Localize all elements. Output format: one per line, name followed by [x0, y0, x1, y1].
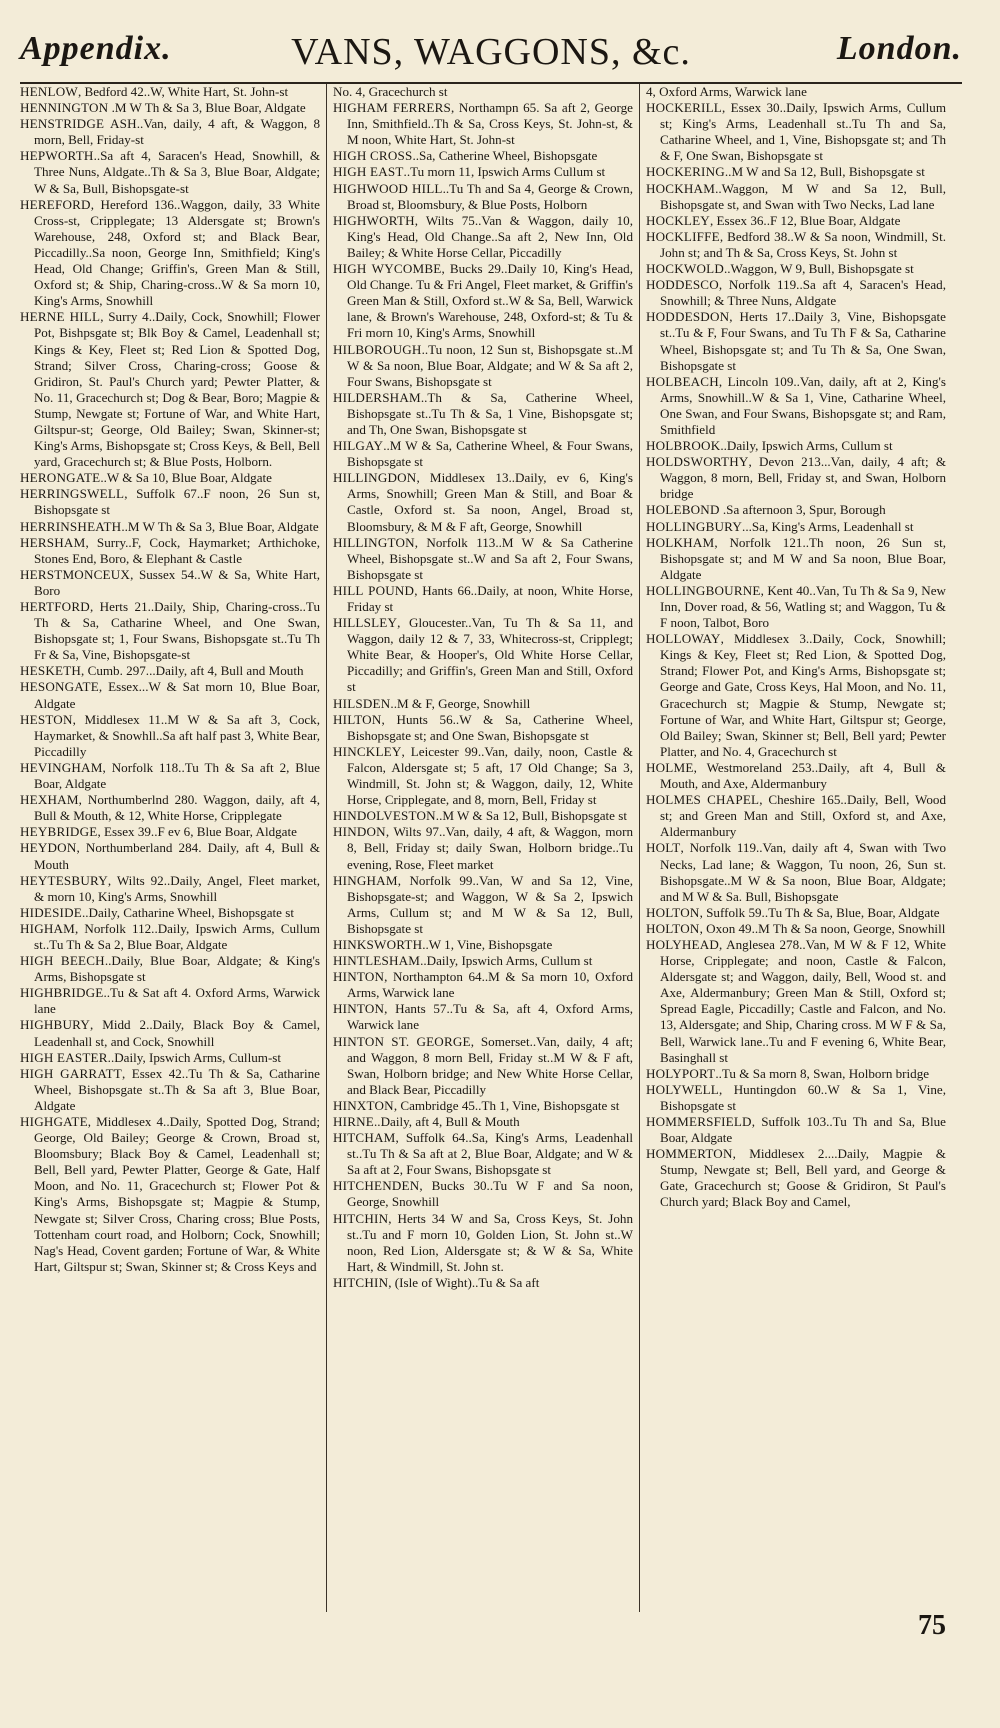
entry-details: , Norfolk 119..Sa aft 4, Saracen's Head, Snowhill; & Three Nuns, Aldgate — [660, 277, 946, 309]
directory-entry — [20, 197, 320, 310]
directory-entry — [646, 760, 946, 792]
entry-place-name: HESTON — [20, 711, 73, 727]
directory-entry — [333, 261, 633, 341]
entry-details: ..Daily, aft 4, Bull & Mouth — [374, 1114, 520, 1129]
entry-place-name: HIGHGATE — [20, 1114, 88, 1129]
entry-place-name: HIGHWORTH — [333, 212, 415, 228]
directory-entry — [333, 1114, 633, 1130]
directory-entry — [646, 840, 946, 904]
entry-details: 4, Oxford Arms, Warwick lane — [646, 84, 807, 99]
entry-details: , Suffolk 103..Tu Th and Sa, Blue Boar, Aldgate — [660, 1114, 946, 1146]
directory-entry — [20, 84, 320, 100]
directory-entry — [20, 840, 320, 872]
entry-place-name: HOLYPORT — [646, 1065, 716, 1081]
entry-place-name: HILGAY — [333, 438, 384, 454]
directory-entry — [646, 937, 946, 1066]
entry-place-name: HENSTRIDGE ASH — [20, 116, 137, 132]
entry-place-name: HOLTON — [646, 904, 700, 920]
entry-place-name: HINKSWORTH — [333, 936, 423, 952]
entry-details: , Hunts 56..W & Sa, Catherine Wheel, Bishopsgate st; and One Swan, Bishopsgate st — [347, 711, 633, 743]
entry-details: ..Van, daily, 4 aft, & Waggon, 8 morn, Bell, Friday-st — [34, 116, 320, 148]
entry-place-name: HINXTON — [333, 1097, 394, 1113]
entry-place-name: HOMMERTON — [646, 1146, 733, 1162]
column-2 — [333, 84, 633, 1612]
entry-place-name: HEYDON — [20, 840, 77, 856]
entry-place-name: HOMMERSFIELD — [646, 1114, 752, 1129]
entry-place-name: HITCHENDEN — [333, 1178, 420, 1194]
entry-place-name: HEXHAM — [20, 792, 79, 808]
entry-details: , Lincoln 109..Van, daily, aft at 2, King's Arms, Snowhill..W & Sa 1, Vine, Catharine Wheel, One Swan, and Four Swans, Bishopsgate st; and Ram, Smithfield — [660, 373, 946, 437]
entry-place-name: HINDOLVESTON — [333, 808, 436, 824]
entry-place-name: HILLINGTON — [333, 534, 415, 550]
directory-entry — [20, 712, 320, 760]
entry-place-name: HOLYWELL — [646, 1081, 720, 1097]
entry-details: ..Daily, Catharine Wheel, Bishopsgate st — [81, 904, 294, 920]
directory-entry — [20, 792, 320, 824]
entry-details: ..Waggon, W 9, Bull, Bishopsgate st — [723, 261, 914, 277]
entry-place-name: HOLMES CHAPEL — [646, 792, 760, 808]
directory-entry — [646, 181, 946, 213]
entry-details: , Herts 34 W and Sa, Cross Keys, St. John st..Tu and F morn 10, Golden Lion, St. John st..W noon, Red Lion, Aldersgate st; & W & Sa, White Hart, & Windmill, St. John st. — [347, 1210, 633, 1274]
entry-place-name: HIGH EASTER — [20, 1049, 108, 1065]
entry-details: , Norfolk 112..Daily, Ipswich Arms, Cullum st..Tu Th & Sa 2, Blue Boar, Aldgate — [34, 920, 320, 952]
directory-entry — [646, 261, 946, 277]
entry-place-name: HOLLINGBOURNE — [646, 582, 761, 598]
entry-place-name: HOCKWOLD — [646, 261, 724, 277]
directory-entry — [646, 277, 946, 309]
directory-entry — [646, 631, 946, 760]
directory-entry — [333, 164, 633, 180]
entry-place-name: HEPWORTH — [20, 148, 94, 164]
directory-entry — [646, 502, 946, 518]
entry-place-name: HERRINGSWELL — [20, 486, 125, 502]
entry-place-name: HIDESIDE — [20, 904, 82, 920]
entry-place-name: HOLBEACH — [646, 373, 719, 389]
entry-details: , Norfolk 121..Th noon, 26 Sun st, Bishopsgate st; and M W and Sa noon, Blue Boar, Aldgate — [660, 534, 946, 582]
header-title: VANS, WAGGONS, &c. — [291, 31, 691, 73]
entry-details: , Surry..F, Cock, Haymarket; Arthichoke, Stones End, Boro, & Elephant & Castle — [34, 534, 320, 566]
entry-details: ..Daily, Ipswich Arms, Cullum st — [420, 953, 593, 969]
directory-entry — [333, 438, 633, 470]
entry-place-name: HILTON — [333, 711, 382, 727]
entry-place-name: HIGH BEECH — [20, 953, 105, 969]
directory-entry — [646, 309, 946, 373]
entry-place-name: HOLT — [646, 840, 681, 856]
directory-entry — [646, 374, 946, 438]
entry-details: , Norfolk 99..Van, W and Sa 12, Vine, Bishopsgate-st; and Waggon, W & Sa 2, Ipswich Arms, Cullum st; and M W & Sa 12, Bull, Bishopsgate st — [347, 872, 633, 936]
entry-details: , Gloucester..Van, Tu Th & Sa 11, and Waggon, daily 12 & 7, 33, Whitecross-st, Cripplegt; White Bear, & Hooper's, Old White Horse Cellar, Piccadilly; and Griffin's, Green Man and Still, Oxford st — [347, 615, 633, 695]
entry-details: ..Waggon, M W and Sa 12, Bull, Bishopsgate st, and Swan with Two Necks, Lad lane — [660, 180, 946, 212]
directory-entry — [646, 164, 946, 180]
entry-details: ..Tu noon, 12 Sun st, Bishopsgate st..M W & Sa noon, Blue Boar, Aldgate; and W & Sa aft 2, Four Swans, Bishopsgate st — [347, 341, 633, 389]
entry-place-name: HIGH EAST — [333, 164, 404, 180]
entry-place-name: HENNINGTON — [20, 100, 109, 116]
directory-entry — [333, 1130, 633, 1178]
entry-details: ..M W and Sa 12, Bull, Bishopsgate st — [724, 164, 925, 180]
entry-details: , Northampn 65. Sa aft 2, George Inn, Smithfield..Th & Sa, Cross Keys, St. John-st, & M noon, White Hart, St. John-st — [347, 100, 633, 148]
directory-entry — [333, 470, 633, 534]
directory-entry — [333, 181, 633, 213]
entry-place-name: HOLLOWAY — [646, 631, 721, 647]
directory-entry — [20, 567, 320, 599]
directory-entry — [20, 905, 320, 921]
entry-place-name: HIGHBURY — [20, 1017, 90, 1033]
entry-place-name: HOLME — [646, 759, 694, 775]
directory-entry — [20, 470, 320, 486]
entry-place-name: HINTLESHAM — [333, 953, 421, 969]
directory-entry — [646, 213, 946, 229]
entry-place-name: HIGHWOOD HILL — [333, 180, 443, 196]
entry-details: ..W & Sa 10, Blue Boar, Aldgate — [100, 470, 272, 486]
entry-details: , Suffolk 59..Tu Th & Sa, Blue, Boar, Aldgate — [699, 904, 940, 920]
directory-entry — [333, 213, 633, 261]
column-1 — [20, 84, 320, 1612]
entry-place-name: HEVINGHAM — [20, 759, 103, 775]
entry-details: ..W 1, Vine, Bishopsgate — [422, 936, 553, 952]
entry-details: , Northumberland 284. Daily, aft 4, Bull & Mouth — [34, 840, 320, 872]
entry-details: , Bedford 42..W, White Hart, St. John-st — [77, 84, 289, 99]
directory-entry — [646, 1066, 946, 1082]
directory-entry — [646, 229, 946, 261]
entry-place-name: HIGH WYCOMBE — [333, 261, 442, 277]
entry-place-name: HERRINSHEATH — [20, 518, 122, 534]
entry-place-name: HOCKERILL — [646, 100, 722, 116]
entry-details: , Hants 57..Tu & Sa, aft 4, Oxford Arms, Warwick lane — [347, 1001, 633, 1033]
entry-place-name: HERONGATE — [20, 470, 101, 486]
entry-place-name: HOCKERING — [646, 164, 725, 180]
directory-entry — [20, 679, 320, 711]
directory-entry — [646, 1146, 946, 1210]
entry-place-name: HEREFORD — [20, 196, 91, 212]
entry-details: , Suffolk 64..Sa, King's Arms, Leadenhall st..Tu Th & Sa aft at 2, Blue Boar, Aldgate; and W & Sa aft at 2, Four Swans, Bishopsgate st — [347, 1130, 633, 1178]
entry-details: , Suffolk 67..F noon, 26 Sun st, Bishopsgate st — [34, 486, 320, 518]
directory-entry — [333, 808, 633, 824]
entry-place-name: HIGH GARRATT — [20, 1065, 122, 1081]
entry-details: , Anglesea 278..Van, M W & F 12, White Horse, Cripplegate; and noon, Castle & Falcon, Aldersgate st; and Waggon, daily, Bell, Wood st. and Axe, Aldermanbury; Green Man & Still, Oxford st; Spread Eagle, Piccadilly; Castle and Falcon, and No. 13, Aldersgate; and Ship, Charing cross. M W F & Sa, Bell, Warwick lane..Tu and F evening 6, White Bear, Basinghall st — [660, 936, 946, 1065]
entry-details: ..Sa, Catherine Wheel, Bishopsgate — [412, 148, 598, 164]
entry-details: ..Daily, Blue Boar, Aldgate; & King's Arms, Bishopsgate st — [34, 953, 320, 985]
listing-columns — [20, 84, 962, 1612]
entry-details: , Cheshire 165..Daily, Bell, Wood st; and Green Man and Still, Oxford st, and Axe, Aldermanbury — [660, 792, 946, 840]
entry-place-name: HENLOW — [20, 84, 78, 99]
directory-entry — [333, 1178, 633, 1210]
entry-details: ..Th & Sa, Catherine Wheel, Bishopsgate st..Tu Th & Sa, 1 Vine, Bishopsgate st; and Th, One Swan, Bishopsgate st — [347, 389, 633, 437]
directory-entry — [333, 615, 633, 695]
directory-entry — [20, 1050, 320, 1066]
entry-place-name: HOLBROOK — [646, 438, 721, 454]
entry-details: , Huntingdon 60..W & Sa 1, Vine, Bishopsgate st — [660, 1081, 946, 1113]
entry-place-name: HERSTMONCEUX — [20, 566, 131, 582]
entry-place-name: HOLTON — [646, 920, 700, 936]
directory-entry — [20, 953, 320, 985]
entry-details: , Midd 2..Daily, Black Boy & Camel, Leadenhall st, and Cock, Snowhill — [34, 1017, 320, 1049]
entry-details: , Kent 40..Van, Tu Th & Sa 9, New Inn, Dover road, & 56, Watling st; and Waggon, Tu & F noon, Talbot, Boro — [660, 582, 946, 631]
entry-place-name: HINDON — [333, 824, 386, 840]
entry-details: , Middlesex 4..Daily, Spotted Dog, Strand; George, Old Bailey; George & Crown, Broad st, Bloomsbury; Black Boy & Camel, Leadenhall st; Bell, Bell yard, Pewter Platter, George & Gate, Half Moon, and No. 11, Gracechurch st; Flower Pot & King's Arms, Bishopsgate st; Magpie & Stump, Newgate st; Silver Cross, Charing cross; Blue Posts, Tottenham court road, and Holborn; Cock, Snowhill; Nag's Head, Covent garden; Fortune of War, & White Hart, Giltspur st; Swan, Skinner st; & Cross Keys and — [34, 1114, 320, 1274]
entry-place-name: HILBOROUGH — [333, 341, 422, 357]
directory-entry — [646, 1082, 946, 1114]
entry-place-name: HINGHAM — [333, 872, 398, 888]
entry-place-name: HINTON ST. GEORGE — [333, 1033, 471, 1049]
entry-place-name: HOLEBOND — [646, 502, 720, 518]
entry-details: , Hants 66..Daily, at noon, White Horse, Friday st — [347, 582, 633, 614]
entry-details: , Northampton 64..M & Sa morn 10, Oxford Arms, Warwick lane — [347, 969, 633, 1001]
entry-details: ..Tu Th and Sa 4, George & Crown, Broad st, Bloomsbury, & Blue Posts, Holborn — [347, 180, 633, 212]
directory-entry — [333, 1034, 633, 1098]
directory-entry — [333, 744, 633, 808]
entry-details: .Sa afternoon 3, Spur, Borough — [719, 502, 886, 518]
directory-entry — [20, 921, 320, 953]
entry-place-name: HESKETH — [20, 663, 82, 679]
entry-details: , Wilts 92..Daily, Angel, Fleet market, & morn 10, King's Arms, Snowhill — [34, 872, 320, 904]
directory-entry — [333, 148, 633, 164]
entry-place-name: HILL POUND — [333, 582, 415, 598]
directory-entry — [20, 535, 320, 567]
entry-details: , Surry 4..Daily, Cock, Snowhill; Flower Pot, Bishpsgate st; Blk Boy & Camel, Leadenhall st; Kings & Key, Fleet st; Red Lion & Spotted Dog, Strand; Silver Cross, Charing-cross; Goose & Gridiron, St. Paul's Church yard; Pewter Platter, & No. 11, Gracechurch st; Dog & Bear, Boro; Magpie & Stump, Newgate st; Fortune of War, and White Hart, Giltspur-st; George, Old Bailey; Swan, Skinner-st; King's Arms, Bishopsgate st; Cross Keys, & Bell, Bell yard, Gracechurch st; & Blue Posts, Holborn. — [34, 309, 320, 470]
entry-details: ..M W Th & Sa 3, Blue Boar, Aldgate — [121, 518, 319, 534]
entry-place-name: HILLSLEY — [333, 615, 398, 631]
entry-place-name: HOLKHAM — [646, 534, 715, 550]
column-divider — [639, 84, 640, 1612]
directory-entry — [333, 1211, 633, 1275]
entry-details: , Middlesex 2....Daily, Magpie & Stump, Newgate st; Bell, Bell yard, and George & Gate, Gracechurch st; Goose & Gridiron, St Paul's Church yard; Black Boy and Camel, — [660, 1146, 946, 1210]
entry-place-name: HERTFORD — [20, 599, 90, 614]
entry-details: ..Sa aft 4, Saracen's Head, Snowhill, & Three Nuns, Aldgate..Th & Sa 3, Blue Boar, Aldgate; W & Sa, Bull, Bishopsgate-st — [34, 148, 320, 196]
entry-details: No. 4, Gracechurch st — [333, 84, 448, 99]
entry-place-name: HOLDSWORTHY — [646, 454, 749, 470]
directory-entry — [333, 390, 633, 438]
entry-details: ..M W & Sa 12, Bull, Bishopsgate st — [435, 808, 628, 824]
entry-place-name: HILLINGDON — [333, 470, 417, 486]
directory-entry — [333, 535, 633, 583]
directory-entry — [646, 921, 946, 937]
entry-details: , Cambridge 45..Th 1, Vine, Bishopsgate st — [393, 1097, 620, 1113]
directory-entry — [333, 696, 633, 712]
entry-details: , Bucks 29..Daily 10, King's Head, Old Change. Tu & Fri Angel, Fleet market, & Griffin's Green Man & Still, Oxford st..W & Sa, Bell, Warwick lane, & Brown's Warehouse, 248, Oxford-st; & Tu & Fri morn 10, King's Arms, Snowhill — [347, 261, 633, 341]
directory-entry — [333, 873, 633, 937]
entry-details: , Wilts 75..Van & Waggon, daily 10, King's Head, Old Change..Sa aft 2, New Inn, Old Bailey; & White Horse Cellar, Piccadilly — [347, 212, 633, 260]
entry-details: , Sussex 54..W & Sa, White Hart, Boro — [34, 566, 320, 598]
directory-entry — [333, 712, 633, 744]
entry-details: , Bedford 38..W & Sa noon, Windmill, St. John st; and Th & Sa, Cross Keys, St. John st — [660, 228, 946, 260]
directory-entry — [20, 760, 320, 792]
directory-entry — [646, 454, 946, 502]
entry-place-name: HITCHIN — [333, 1274, 389, 1290]
page-number: 75 — [918, 1610, 946, 1641]
entry-details: , Middlesex 13..Daily, ev 6, King's Arms, Snowhill; Green Man & Still, and Boar & Castle, Oxford st. Sa noon, Angel, Broad st, Bloomsbury, & M & F aft, George, Snowhill — [347, 470, 633, 534]
entry-place-name: HINTON — [333, 969, 385, 985]
directory-entry — [646, 438, 946, 454]
entry-details: , Norfolk 118..Tu Th & Sa aft 2, Blue Boar, Aldgate — [34, 759, 320, 792]
entry-place-name: HILSDEN — [333, 695, 391, 711]
directory-entry — [20, 148, 320, 196]
directory-entry — [333, 1275, 633, 1291]
directory-entry — [20, 1017, 320, 1049]
entry-details: , Essex 39..F ev 6, Blue Boar, Aldgate — [97, 824, 297, 840]
directory-entry — [20, 100, 320, 116]
entry-details: ..M & F, George, Snowhill — [390, 695, 531, 711]
entry-place-name: HODDESDON — [646, 309, 730, 325]
entry-details: , Norfolk 119..Van, daily aft 4, Swan with Two Necks, Lad lane; & Waggon, Tu noon, 26, Sun st. Bishopsgate..M W & Sa noon, Blue Boar, Aldgate; and M W & Sa. Bull, Bishopsgate — [660, 840, 946, 904]
directory-entry — [646, 583, 946, 631]
directory-entry — [333, 969, 633, 1001]
directory-entry — [333, 100, 633, 148]
entry-details: ..M W & Sa, Catherine Wheel, & Four Swans, Bishopsgate st — [347, 438, 633, 470]
entry-details: , Leicester 99..Van, daily, noon, Castle & Falcon, Aldersgate st; 5 aft, 17 Old Change; Sa 3, Windmill, St. John st; & Waggon, daily, 12, White Horse, Cripplegate, and 8, morn, Bell, Friday st — [347, 743, 633, 808]
entry-details: , Bucks 30..Tu W F and Sa noon, George, Snowhill — [347, 1178, 633, 1210]
entry-details: , (Isle of Wight)..Tu & Sa aft — [388, 1274, 540, 1290]
directory-entry — [646, 100, 946, 164]
entry-place-name: HODDESCO — [646, 277, 719, 293]
entry-place-name: HINTON — [333, 1001, 385, 1017]
directory-entry — [333, 342, 633, 390]
directory-entry — [646, 1114, 946, 1146]
entry-details: , Cumb. 297...Daily, aft 4, Bull and Mouth — [81, 663, 304, 679]
entry-place-name: HERSHAM — [20, 534, 86, 550]
entry-details: , Middlesex 11..M W & Sa aft 3, Cock, Haymarket, & Snowhll..Sa aft half past 3, White Bear, Piccadilly — [34, 711, 320, 759]
entry-place-name: HILDERSHAM — [333, 389, 421, 405]
directory-entry — [646, 84, 946, 100]
entry-place-name: HIGHAM FERRERS — [333, 100, 451, 116]
directory-entry — [20, 519, 320, 535]
entry-place-name: HEYBRIDGE — [20, 824, 98, 840]
column-divider — [326, 84, 327, 1612]
entry-place-name: HIGHAM — [20, 920, 76, 936]
entry-details: , Herts 17..Daily 3, Vine, Bishopsgate st..Tu & F, Four Swans, and Tu Th F & Sa, Catharine Wheel, Bishopsgate st; and Tu Th & Sa, One Swan, Bishopsgate st — [660, 309, 946, 373]
directory-entry — [333, 583, 633, 615]
entry-place-name: HIGHBRIDGE — [20, 985, 104, 1001]
entry-details: , Oxon 49..M Th & Sa noon, George, Snowhill — [699, 920, 946, 936]
directory-entry — [20, 985, 320, 1017]
directory-entry — [20, 1114, 320, 1275]
entry-details: , Somerset..Van, daily, 4 aft; and Waggon, 8 morn Bell, Friday st..M W & F aft, Swan, Holborn bridge; and New White Horse Cellar, and Black Bear, Piccadilly — [347, 1033, 633, 1097]
entry-details: ..Tu & Sat aft 4. Oxford Arms, Warwick lane — [34, 985, 320, 1017]
entry-place-name: HESONGATE — [20, 679, 99, 695]
directory-entry — [20, 116, 320, 148]
entry-place-name: HOCKHAM — [646, 180, 716, 196]
entry-place-name: HOLLINGBURY — [646, 518, 743, 534]
directory-entry — [646, 905, 946, 921]
entry-details: , Norfolk 113..M W & Sa Catherine Wheel, Bishopsgate st..W and Sa aft 2, Four Swans, Bishopsgate st — [347, 534, 633, 582]
entry-details: , Middlesex 3..Daily, Cock, Snowhill; Kings & Key, Fleet st; Red Lion, & Spotted Dog, Strand; Flower Pot, and King's Arms, Bishopsgate st; George and Gate, Cross Keys, Hal Moon, and No. 11, Gracechurch st; Magpie & Stump, Newgate st; Fortune of War, and White Hart, Giltspur st; George, Old Bailey; Swan, Skinner st; Bell, Bell yard; Pewter Platter, and No. 4, Gracechurch st — [660, 631, 946, 759]
directory-entry — [333, 824, 633, 872]
directory-entry — [20, 309, 320, 470]
entry-place-name: HOLYHEAD — [646, 936, 720, 952]
running-header — [20, 24, 962, 84]
entry-place-name: HIRNE — [333, 1114, 375, 1129]
directory-entry — [333, 937, 633, 953]
directory-entry — [20, 663, 320, 679]
entry-details: , Essex...W & Sat morn 10, Blue Boar, Aldgate — [34, 679, 320, 711]
directory-entry — [20, 1066, 320, 1114]
entry-details: , Northumberlnd 280. Waggon, daily, aft 4, Bull & Mouth, & 12, White Horse, Cripplegate — [34, 792, 320, 824]
entry-place-name: HERNE HILL — [20, 309, 101, 325]
header-section-label: Appendix. — [20, 30, 172, 67]
entry-details: , Wilts 97..Van, daily, 4 aft, & Waggon, morn 8, Bell, Friday st; daily Swan, Holborn bridge..Tu evening, Rose, Fleet market — [347, 824, 633, 872]
entry-details: ..Daily, Ipswich Arms, Cullum-st — [107, 1049, 282, 1065]
directory-entry — [646, 519, 946, 535]
entry-place-name: HITCHIN — [333, 1210, 389, 1226]
directory-entry — [20, 486, 320, 518]
entry-place-name: HITCHAM — [333, 1130, 396, 1146]
directory-entry — [646, 535, 946, 583]
entry-place-name: HIGH CROSS — [333, 148, 413, 164]
entry-details: ..Tu morn 11, Ipswich Arms Cullum st — [403, 164, 606, 180]
directory-entry — [333, 84, 633, 100]
directory-entry — [333, 1001, 633, 1033]
entry-details: ..Tu & Sa morn 8, Swan, Holborn bridge — [715, 1065, 930, 1081]
entry-details: , Essex 36..F 12, Blue Boar, Aldgate — [709, 212, 901, 228]
entry-details: , Devon 213...Van, daily, 4 aft; & Waggon, 8 morn, Bell, Friday st, and Swan, Holborn bridge — [660, 454, 946, 502]
directory-entry — [20, 824, 320, 840]
entry-place-name: HINCKLEY — [333, 743, 402, 759]
entry-details: , Hereford 136..Waggon, daily, 33 White Cross-st, Cripplegate; 13 Aldersgate st; Brown's Warehouse, 248, Oxford st; and Black Bear, Piccadilly..Sa noon, George Inn, Smithfield; King's Head, Old Change; Griffin's, Green Man & Still, Oxford st; & Ship, Charing-cross..W & Sa morn 10, King's Arms, Snowhill — [34, 196, 320, 309]
entry-place-name: HEYTESBURY — [20, 872, 108, 888]
entry-place-name: HOCKLIFFE — [646, 228, 720, 244]
entry-details: , Westmoreland 253..Daily, aft 4, Bull & Mouth, and Axe, Aldermanbury — [660, 759, 946, 792]
entry-details: ..Daily, Ipswich Arms, Cullum st — [720, 438, 893, 454]
directory-entry — [646, 792, 946, 840]
entry-details: , Herts 21..Daily, Ship, Charing-cross..Tu Th & Sa, Catharine Wheel, and One Swan, Bishopsgate st; 1, Four Swans, Bishopsgate st..Tu Th Fr & Sa, Vine, Bishopsgate-st — [34, 599, 320, 663]
directory-entry — [20, 599, 320, 663]
directory-entry — [333, 953, 633, 969]
entry-details: , Essex 42..Tu Th & Sa, Catharine Wheel, Bishopsgate st..Th & Sa aft 3, Blue Boar, Aldgate — [34, 1065, 320, 1113]
header-city-label: London. — [836, 30, 962, 67]
entry-details: .M W Th & Sa 3, Blue Boar, Aldgate — [108, 100, 306, 116]
column-3 — [646, 84, 946, 1612]
directory-entry — [20, 873, 320, 905]
directory-entry — [333, 1098, 633, 1114]
entry-details: ...Sa, King's Arms, Leadenhall st — [742, 518, 914, 534]
entry-details: , Essex 30..Daily, Ipswich Arms, Cullum st; King's Arms, Leadenhall st..Tu Th and Sa, Catharine Wheel, and 1, Vine, Bishopsgate st; and Th & F, One Swan, Bishopsgate st — [660, 100, 946, 164]
entry-place-name: HOCKLEY — [646, 212, 710, 228]
